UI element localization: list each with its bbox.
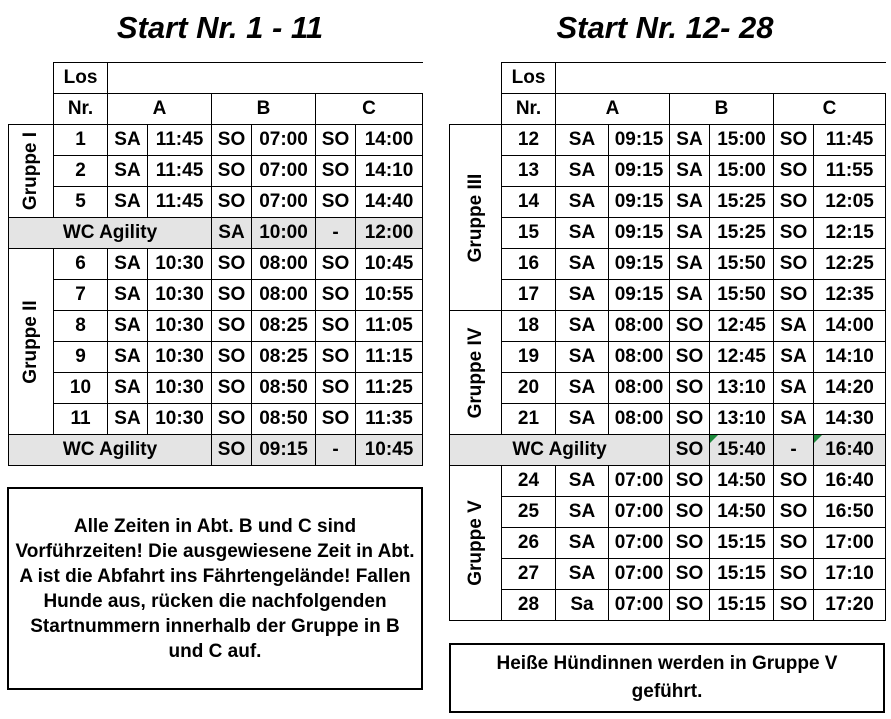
c-day: SO xyxy=(774,528,814,559)
a-day: SA xyxy=(108,342,148,373)
a-day: SA xyxy=(556,404,609,435)
a-time: 10:30 xyxy=(148,404,212,435)
c-day: SO xyxy=(774,590,814,621)
b-day: SO xyxy=(212,249,252,280)
b-day: SO xyxy=(212,311,252,342)
wc-agility-row xyxy=(450,435,886,466)
start-number: 6 xyxy=(54,249,108,280)
c-time: 12:15 xyxy=(814,218,886,249)
c-day: SA xyxy=(774,404,814,435)
table-row xyxy=(9,156,423,187)
a-time: 08:00 xyxy=(609,311,670,342)
a-time: 07:00 xyxy=(609,497,670,528)
group-label: Gruppe I xyxy=(20,131,41,211)
a-day: SA xyxy=(108,125,148,156)
a-time: 10:30 xyxy=(148,311,212,342)
b-day: SA xyxy=(670,280,710,311)
c-time: 14:40 xyxy=(356,187,423,218)
table-row xyxy=(450,590,886,621)
a-day: SA xyxy=(556,497,609,528)
los-header: Los xyxy=(54,63,108,94)
c-day: SO xyxy=(774,559,814,590)
a-time: 09:15 xyxy=(609,187,670,218)
b-time: 15:15 xyxy=(710,528,774,559)
group-label-cell xyxy=(450,466,502,621)
wc-time: 09:15 xyxy=(252,435,316,466)
b-day: SO xyxy=(212,187,252,218)
b-day: SO xyxy=(212,404,252,435)
c-time: 11:25 xyxy=(356,373,423,404)
c-day: SO xyxy=(774,249,814,280)
group-label: Gruppe V xyxy=(464,500,486,586)
c-time: 14:00 xyxy=(814,311,886,342)
b-time: 08:00 xyxy=(252,280,316,311)
corner-blank xyxy=(9,63,54,125)
c-day: SO xyxy=(774,218,814,249)
table-row xyxy=(9,404,423,435)
start-number: 17 xyxy=(502,280,556,311)
table-row xyxy=(450,249,886,280)
a-day: SA xyxy=(108,156,148,187)
start-number: 11 xyxy=(54,404,108,435)
nr-header: Nr. xyxy=(502,94,556,125)
a-time: 07:00 xyxy=(609,590,670,621)
c-time: 12:05 xyxy=(814,187,886,218)
a-day: SA xyxy=(108,311,148,342)
b-day: SO xyxy=(212,156,252,187)
c-time: 11:35 xyxy=(356,404,423,435)
col-b-header: B xyxy=(212,94,316,125)
table-row xyxy=(450,311,886,342)
c-day: SO xyxy=(774,125,814,156)
a-time: 08:00 xyxy=(609,404,670,435)
c-day: SO xyxy=(774,156,814,187)
b-day: SO xyxy=(670,559,710,590)
note-text: Alle Zeiten in Abt. B und C sind Vorführzeiten! Die ausgewiesene Zeit in Abt. A ist die Abfahrt ins Fährtengelände! Fallen Hunde aus, rücken die nachfolgenden Startnummern innerhalb der Gruppe in B und C auf. xyxy=(15,515,415,662)
table-row xyxy=(450,404,886,435)
table-row xyxy=(9,187,423,218)
b-day: SA xyxy=(670,218,710,249)
a-time: 09:15 xyxy=(609,156,670,187)
a-time: 11:45 xyxy=(148,187,212,218)
b-day: SO xyxy=(670,590,710,621)
start-number: 9 xyxy=(54,342,108,373)
c-day: SO xyxy=(316,156,356,187)
col-c-header: C xyxy=(774,94,886,125)
c-time: 14:10 xyxy=(356,156,423,187)
start-number: 14 xyxy=(502,187,556,218)
start-number: 19 xyxy=(502,342,556,373)
table-row xyxy=(450,280,886,311)
start-number: 8 xyxy=(54,311,108,342)
a-day: SA xyxy=(556,311,609,342)
b-time: 15:50 xyxy=(710,249,774,280)
start-number: 25 xyxy=(502,497,556,528)
c-time: 14:30 xyxy=(814,404,886,435)
wc-time-text: 15:40 xyxy=(717,439,766,460)
c-time: 17:00 xyxy=(814,528,886,559)
table-row xyxy=(9,249,423,280)
start-number: 26 xyxy=(502,528,556,559)
wc-dash: - xyxy=(774,435,814,466)
table-row xyxy=(450,156,886,187)
a-day: SA xyxy=(108,373,148,404)
col-a-header: A xyxy=(556,94,670,125)
wc-day: SO xyxy=(670,435,710,466)
c-day: SO xyxy=(316,311,356,342)
page-title-right: Start Nr. 12- 28 xyxy=(556,10,774,45)
c-day: SO xyxy=(316,342,356,373)
c-time: 11:05 xyxy=(356,311,423,342)
start-number: 2 xyxy=(54,156,108,187)
schedule-table-right xyxy=(449,62,886,621)
start-number: 15 xyxy=(502,218,556,249)
a-day: SA xyxy=(108,249,148,280)
c-day: SA xyxy=(774,373,814,404)
comment-marker-icon xyxy=(814,435,822,443)
a-day: SA xyxy=(556,342,609,373)
group-label-cell xyxy=(450,125,502,311)
note-text: Heiße Hündinnen werden in Gruppe V geführt. xyxy=(496,653,838,702)
b-day: SA xyxy=(670,249,710,280)
table-row xyxy=(450,373,886,404)
start-number: 20 xyxy=(502,373,556,404)
c-time: 17:10 xyxy=(814,559,886,590)
b-time: 08:25 xyxy=(252,311,316,342)
a-time: 10:30 xyxy=(148,342,212,373)
header-empty xyxy=(556,63,886,94)
b-time: 15:25 xyxy=(710,218,774,249)
wc-time xyxy=(710,435,774,466)
b-day: SO xyxy=(670,373,710,404)
start-number: 13 xyxy=(502,156,556,187)
comment-marker-icon xyxy=(710,435,718,443)
a-time: 08:00 xyxy=(609,373,670,404)
wc-dash: - xyxy=(316,218,356,249)
table-row xyxy=(450,466,886,497)
b-time: 08:25 xyxy=(252,342,316,373)
a-day: SA xyxy=(108,187,148,218)
b-time: 15:50 xyxy=(710,280,774,311)
b-time: 15:15 xyxy=(710,590,774,621)
start-number: 24 xyxy=(502,466,556,497)
wc-time: 10:00 xyxy=(252,218,316,249)
b-time: 13:10 xyxy=(710,373,774,404)
b-day: SO xyxy=(212,125,252,156)
b-day: SO xyxy=(212,342,252,373)
a-day: SA xyxy=(556,218,609,249)
table-row xyxy=(9,373,423,404)
table-row xyxy=(9,342,423,373)
c-day: SO xyxy=(316,187,356,218)
c-day: SO xyxy=(316,373,356,404)
b-day: SO xyxy=(212,280,252,311)
b-time: 15:00 xyxy=(710,156,774,187)
b-time: 08:00 xyxy=(252,249,316,280)
c-day: SA xyxy=(774,311,814,342)
group-label-cell xyxy=(9,249,54,435)
b-time: 12:45 xyxy=(710,311,774,342)
wc-label: WC Agility xyxy=(450,435,670,466)
table-row xyxy=(9,311,423,342)
a-day: SA xyxy=(556,156,609,187)
table-row xyxy=(9,125,423,156)
group-label: Gruppe IV xyxy=(464,327,486,418)
b-time: 07:00 xyxy=(252,187,316,218)
a-time: 09:15 xyxy=(609,249,670,280)
c-day: SO xyxy=(316,125,356,156)
a-time: 10:30 xyxy=(148,373,212,404)
wc-agility-row xyxy=(9,218,423,249)
wc-label: WC Agility xyxy=(9,435,212,466)
a-time: 07:00 xyxy=(609,559,670,590)
group-label-cell xyxy=(450,311,502,435)
a-time: 07:00 xyxy=(609,466,670,497)
a-time: 07:00 xyxy=(609,528,670,559)
c-day: SO xyxy=(774,280,814,311)
b-day: SO xyxy=(212,373,252,404)
wc-day: SA xyxy=(212,218,252,249)
c-day: SO xyxy=(774,466,814,497)
wc-c-time xyxy=(814,435,886,466)
b-day: SO xyxy=(670,342,710,373)
c-time: 12:25 xyxy=(814,249,886,280)
b-time: 07:00 xyxy=(252,156,316,187)
table-row xyxy=(450,497,886,528)
a-time: 11:45 xyxy=(148,125,212,156)
b-day: SO xyxy=(670,497,710,528)
a-day: SA xyxy=(556,373,609,404)
start-number: 7 xyxy=(54,280,108,311)
start-number: 5 xyxy=(54,187,108,218)
a-day: Sa xyxy=(556,590,609,621)
start-number: 10 xyxy=(54,373,108,404)
group-label: Gruppe III xyxy=(464,173,486,262)
a-day: SA xyxy=(556,125,609,156)
wc-agility-row xyxy=(9,435,423,466)
col-a-header: A xyxy=(108,94,212,125)
a-day: SA xyxy=(556,528,609,559)
a-time: 09:15 xyxy=(609,125,670,156)
b-time: 08:50 xyxy=(252,404,316,435)
c-day: SO xyxy=(316,404,356,435)
a-time: 10:30 xyxy=(148,280,212,311)
a-day: SA xyxy=(556,280,609,311)
c-time: 14:10 xyxy=(814,342,886,373)
a-day: SA xyxy=(556,187,609,218)
b-day: SA xyxy=(670,156,710,187)
start-number: 12 xyxy=(502,125,556,156)
c-time: 16:40 xyxy=(814,466,886,497)
start-number: 18 xyxy=(502,311,556,342)
col-b-header: B xyxy=(670,94,774,125)
start-number: 16 xyxy=(502,249,556,280)
wc-day: SO xyxy=(212,435,252,466)
b-day: SO xyxy=(670,466,710,497)
table-row xyxy=(450,342,886,373)
b-day: SA xyxy=(670,125,710,156)
a-time: 10:30 xyxy=(148,249,212,280)
c-time: 17:20 xyxy=(814,590,886,621)
table-row xyxy=(450,559,886,590)
c-time: 10:55 xyxy=(356,280,423,311)
schedule-table-left xyxy=(8,62,423,466)
b-day: SO xyxy=(670,404,710,435)
los-header: Los xyxy=(502,63,556,94)
c-time: 11:15 xyxy=(356,342,423,373)
b-time: 08:50 xyxy=(252,373,316,404)
start-number: 28 xyxy=(502,590,556,621)
b-day: SO xyxy=(670,311,710,342)
table-row xyxy=(450,125,886,156)
c-day: SO xyxy=(316,280,356,311)
c-time: 14:00 xyxy=(356,125,423,156)
start-number: 27 xyxy=(502,559,556,590)
c-time: 16:50 xyxy=(814,497,886,528)
wc-c-time-text: 16:40 xyxy=(825,439,874,460)
table-row xyxy=(9,280,423,311)
table-row xyxy=(450,187,886,218)
a-time: 09:15 xyxy=(609,218,670,249)
group-label-cell xyxy=(9,125,54,218)
a-time: 08:00 xyxy=(609,342,670,373)
c-day: SA xyxy=(774,342,814,373)
b-day: SA xyxy=(670,187,710,218)
b-time: 07:00 xyxy=(252,125,316,156)
a-time: 11:45 xyxy=(148,156,212,187)
c-time: 12:35 xyxy=(814,280,886,311)
wc-c-time: 10:45 xyxy=(356,435,423,466)
b-time: 13:10 xyxy=(710,404,774,435)
c-time: 11:45 xyxy=(814,125,886,156)
corner-blank xyxy=(450,63,502,125)
c-day: SO xyxy=(316,249,356,280)
b-time: 15:00 xyxy=(710,125,774,156)
c-day: SO xyxy=(774,497,814,528)
b-time: 15:15 xyxy=(710,559,774,590)
b-day: SO xyxy=(670,528,710,559)
a-day: SA xyxy=(556,559,609,590)
c-time: 14:20 xyxy=(814,373,886,404)
wc-c-time: 12:00 xyxy=(356,218,423,249)
start-number: 21 xyxy=(502,404,556,435)
a-day: SA xyxy=(556,466,609,497)
info-note-right xyxy=(449,643,885,713)
start-number: 1 xyxy=(54,125,108,156)
c-day: SO xyxy=(774,187,814,218)
a-time: 09:15 xyxy=(609,280,670,311)
info-note-left xyxy=(7,487,423,690)
table-row xyxy=(450,218,886,249)
page-title-left: Start Nr. 1 - 11 xyxy=(116,10,324,45)
a-day: SA xyxy=(556,249,609,280)
b-time: 14:50 xyxy=(710,466,774,497)
c-time: 11:55 xyxy=(814,156,886,187)
wc-label: WC Agility xyxy=(9,218,212,249)
b-time: 15:25 xyxy=(710,187,774,218)
b-time: 12:45 xyxy=(710,342,774,373)
col-c-header: C xyxy=(316,94,423,125)
nr-header: Nr. xyxy=(54,94,108,125)
table-row xyxy=(450,528,886,559)
c-time: 10:45 xyxy=(356,249,423,280)
wc-dash: - xyxy=(316,435,356,466)
header-empty xyxy=(108,63,423,94)
a-day: SA xyxy=(108,404,148,435)
group-label: Gruppe II xyxy=(20,299,41,384)
b-time: 14:50 xyxy=(710,497,774,528)
a-day: SA xyxy=(108,280,148,311)
